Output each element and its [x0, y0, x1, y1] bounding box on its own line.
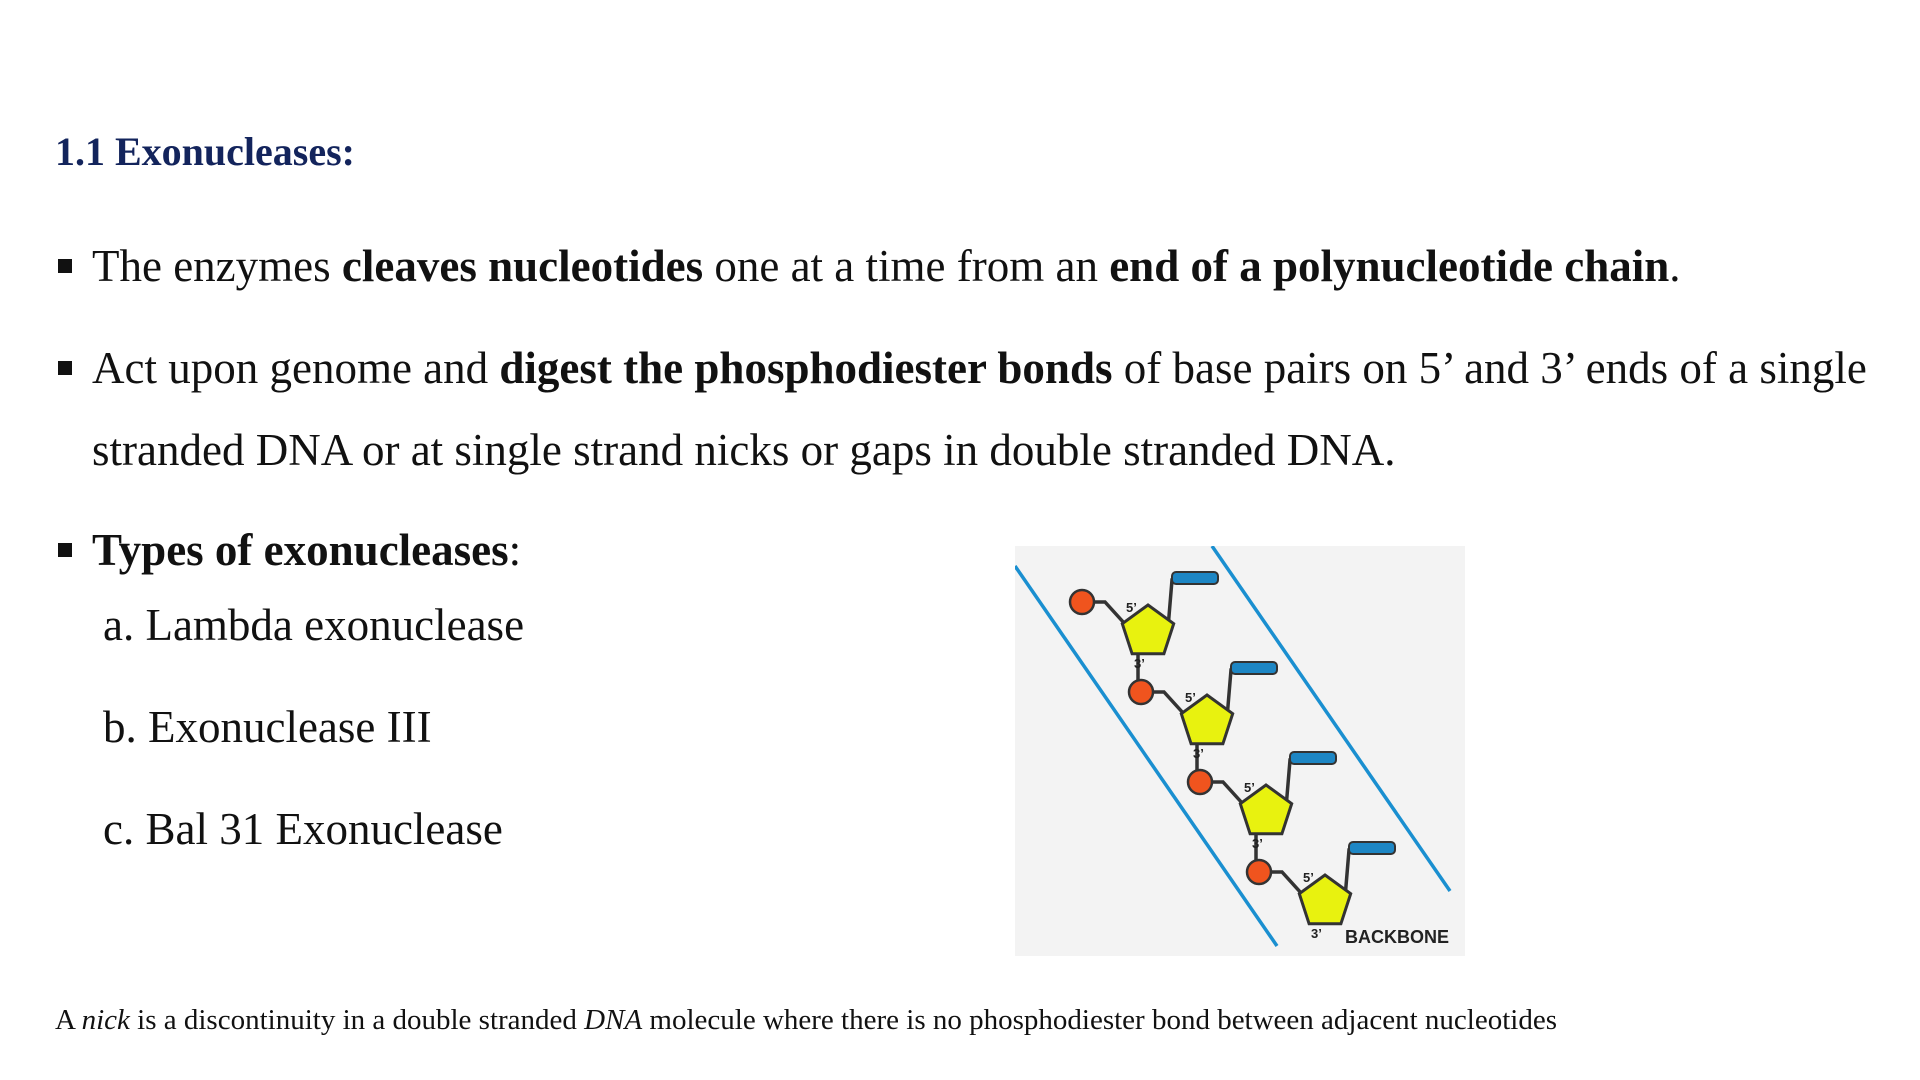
exonuclease-types-list — [103, 600, 524, 906]
text-run: . — [1669, 241, 1681, 291]
phosphate-circle — [1247, 860, 1271, 884]
bullet-item-digest — [55, 327, 1892, 491]
square-bullet-icon — [58, 259, 72, 273]
phosphate-circle — [1070, 590, 1094, 614]
bullet-text-1 — [92, 241, 1681, 291]
nitrogen-base — [1172, 572, 1218, 584]
footnote-nick-definition — [55, 1002, 1557, 1038]
five-prime-label: 5’ — [1126, 600, 1137, 615]
text-run: is a discontinuity in a double stranded — [129, 1004, 585, 1036]
five-prime-label: 5’ — [1244, 780, 1255, 795]
text-run: Act upon genome and — [92, 343, 500, 393]
bold-text-run: end of a polynucleotide chain — [1109, 241, 1670, 291]
nitrogen-base — [1290, 752, 1336, 764]
text-run: A — [55, 1004, 82, 1036]
square-bullet-icon — [58, 543, 72, 557]
text-run: molecule where there is no phosphodiester bond between adjacent nucleotides — [642, 1004, 1557, 1036]
section-heading: 1.1 Exonucleases: — [55, 129, 355, 174]
nitrogen-base — [1231, 662, 1277, 674]
dna-backbone-diagram — [1015, 546, 1465, 956]
text-run: : — [508, 525, 522, 575]
type-item-exonuclease-iii: b. Exonuclease III — [103, 702, 432, 752]
five-prime-label: 5’ — [1185, 690, 1196, 705]
text-run: of base pairs on 5’ and 3’ ends of a single stranded DNA or at single strand nicks or gaps in double stranded DNA. — [92, 343, 1867, 475]
text-run: one at a time from an — [703, 241, 1110, 291]
bullet-item-types — [55, 509, 521, 591]
bold-text-run: Types of exonucleases — [92, 525, 509, 575]
phosphate-circle — [1129, 680, 1153, 704]
three-prime-label: 3’ — [1252, 836, 1263, 851]
three-prime-label: 3’ — [1311, 926, 1322, 941]
nitrogen-base — [1349, 842, 1395, 854]
text-run: The enzymes — [92, 241, 342, 291]
five-prime-label: 5’ — [1303, 870, 1314, 885]
type-item-bal31: c. Bal 31 Exonuclease — [103, 804, 503, 854]
bullet-item-cleaves — [55, 225, 1681, 307]
three-prime-label: 3’ — [1134, 656, 1145, 671]
dna-backbone-figure — [1015, 546, 1465, 956]
three-prime-label: 3’ — [1193, 746, 1204, 761]
type-item-lambda: a. Lambda exonuclease — [103, 600, 525, 650]
bold-text-run: digest the phosphodiester bonds — [499, 343, 1113, 393]
bullet-text-3 — [92, 525, 521, 575]
bullet-text-2 — [92, 343, 1867, 475]
phosphate-circle — [1188, 770, 1212, 794]
strand-line-right — [1212, 546, 1450, 891]
backbone-label: BACKBONE — [1345, 927, 1450, 947]
italic-text-run: nick — [81, 1004, 130, 1036]
square-bullet-icon — [58, 361, 72, 375]
bold-text-run: cleaves nucleotides — [341, 241, 704, 291]
italic-text-run: DNA — [584, 1004, 643, 1036]
